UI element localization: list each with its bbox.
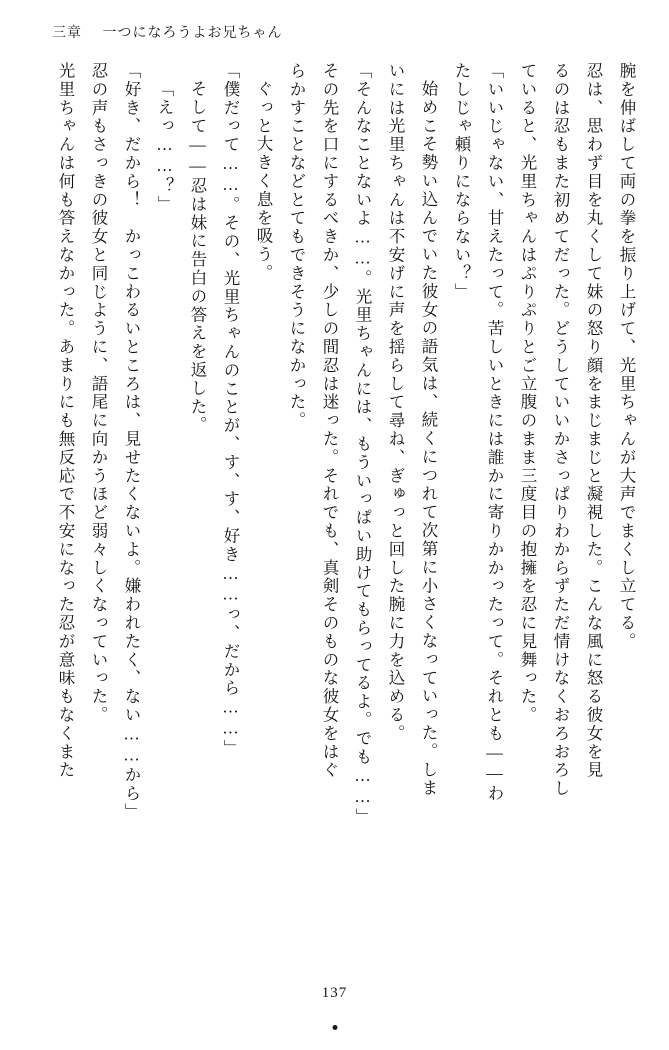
text-column: そして――忍は妹に告白の答えを返した。: [188, 80, 207, 435]
text-column: ていると、光里ちゃんはぷりぷりとご立腹のまま三度目の抱擁を忍に見舞った。: [518, 62, 537, 725]
text-column: その先を口にするべきか、少しの間忍は迷った。それでも、真剣そのものな彼女をはぐ: [320, 62, 339, 780]
text-column: たしじゃ頼りにならない？」: [452, 62, 471, 302]
text-column: 「そんなことないよ……。光里ちゃんには、もういっぱい助けてもらってるよ。でも……」: [353, 62, 372, 827]
text-column: いには光里ちゃんは不安げに声を揺らして尋ね、ぎゅっと回した腕に力を込める。: [386, 62, 405, 743]
running-header: [52, 22, 283, 42]
chapter-number: 三章: [52, 26, 82, 41]
text-column: 「好き、だから！ かっこわるいところは、見せたくないよ。嫌われたく、ない……から」: [122, 62, 141, 822]
text-column: 「いいじゃない、甘えたって。苦しいときには誰かに寄りかかったって。それとも――わ: [485, 62, 504, 803]
text-column: 腕を伸ばして両の拳を振り上げて、光里ちゃんが大声でまくし立てる。: [617, 62, 636, 651]
text-column: 光里ちゃんは何も答えなかった。あまりにも無反応で不安になった忍が意味もなくまた: [56, 62, 75, 780]
text-column: るのは忍もまた初めてだった。どうしていいかさっぱりわからずただ情けなくおろおろし: [551, 62, 570, 798]
text-column: 忍の声もさっきの彼女と同じように、語尾に向かうほど弱々しくなっていった。: [89, 62, 108, 725]
bullet-mark-icon: [332, 1025, 337, 1030]
text-column: 「えっ……？」: [155, 80, 174, 214]
text-column: らかすことなどとてもできそうになかった。: [287, 62, 306, 430]
text-column: 「僕だって……。その、光里ちゃんのことが、す、す、好き……っ、だから……」: [221, 62, 240, 758]
vertical-text-body: [40, 62, 634, 972]
text-column: ぐっと大きく息を吸う。: [254, 80, 273, 283]
text-column: 始めこそ勢い込んでいた彼女の語気は、続くにつれて次第に小さくなっていった。しま: [419, 80, 438, 798]
chapter-title: 一つになろうよお兄ちゃん: [102, 26, 283, 41]
text-column: 忍は、思わず目を丸くして妹の怒り顔をまじまじと凝視した。こんな風に怒る彼女を見: [584, 62, 603, 780]
page-number: 137: [321, 985, 348, 1001]
